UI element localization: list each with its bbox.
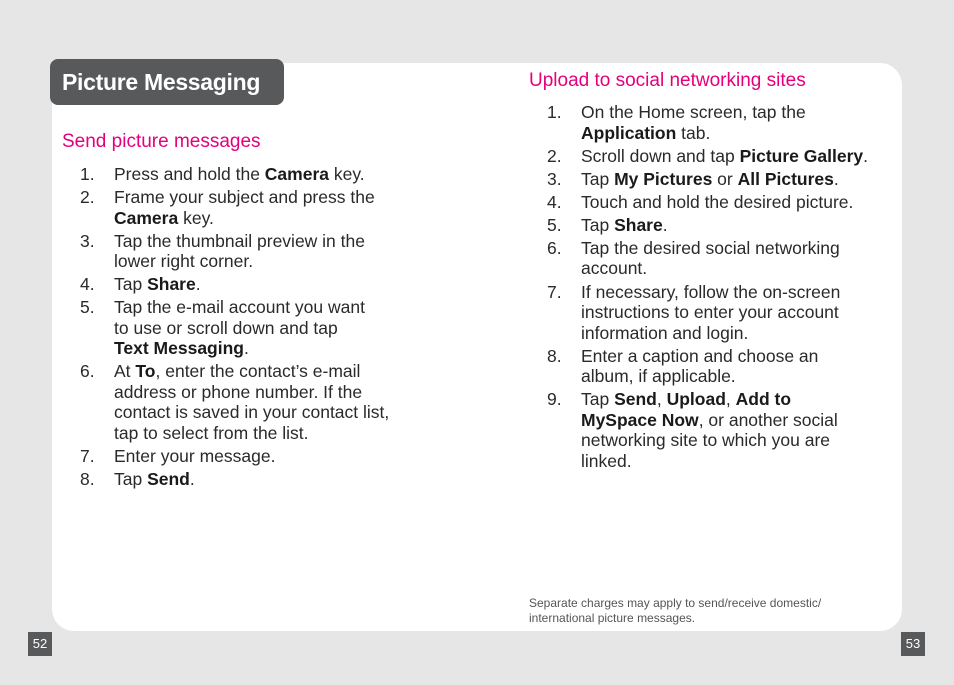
ui-term: Picture Gallery [739,145,864,166]
list-item [547,282,907,344]
ui-term: Upload [666,389,726,410]
step-number: 5. [80,297,95,318]
step-number: 2. [547,145,562,166]
step-text: At To, enter the contact’s e-mail address or phone number. If the contact is saved in your contact list, tap to select from the list. [114,361,390,443]
ui-term: MySpace Now [581,409,699,430]
step-number: 8. [547,345,562,366]
ui-term: My Pictures [614,168,713,189]
page-number-left: 52 [28,632,52,656]
upload-steps-list [547,102,907,474]
list-item [80,469,430,490]
list-item [547,102,907,143]
step-number: 4. [547,191,562,212]
step-number: 5. [547,214,562,235]
step-text: Tap My Pictures or All Pictures. [581,168,839,189]
send-steps-list [80,164,430,492]
list-item [80,231,430,272]
step-text: Enter a caption and choose an album, if applicable. [581,345,819,387]
list-item [80,446,430,467]
step-text: On the Home screen, tap the Application tab. [581,102,806,143]
page-number-right: 53 [901,632,925,656]
step-number: 9. [547,389,562,410]
step-number: 4. [80,274,95,295]
ui-term: Share [614,214,663,235]
ui-term: Add to [735,389,792,410]
list-item [547,215,907,236]
ui-term: Camera [114,207,179,228]
step-number: 7. [80,446,95,467]
list-item [547,146,907,167]
step-number: 6. [547,237,562,258]
step-text: Press and hold the Camera key. [114,164,365,184]
ui-term: Camera [264,164,330,184]
page-title: Picture Messaging [50,59,284,105]
list-item [80,297,430,359]
step-text: Touch and hold the desired picture. [581,191,854,212]
step-number: 1. [547,102,562,122]
ui-term: To [135,361,156,382]
list-item [80,274,430,295]
list-item [547,238,907,279]
list-item [80,164,430,185]
ui-term: Send [614,389,657,410]
ui-term: All Pictures [737,168,834,189]
step-text: Tap the desired social networking account. [581,237,840,279]
ui-term: Share [147,274,196,295]
list-item [547,389,907,471]
ui-term: Application [581,122,677,143]
ui-term: Text Messaging [114,338,244,359]
step-text: Tap Send, Upload, Add to MySpace Now, or another social networking site to which you are linked. [581,389,838,471]
step-text: Scroll down and tap Picture Gallery. [581,145,868,166]
step-text: Tap the e-mail account you want to use or scroll down and tap Text Messaging. [114,297,365,359]
step-text: Frame your subject and press the Camera key. [114,187,375,228]
send-section-heading: Send picture messages [62,131,261,152]
step-text: If necessary, follow the on-screen instructions to enter your account information and login. [581,281,841,343]
step-text: Enter your message. [114,446,276,467]
upload-section-heading: Upload to social networking sites [529,70,806,91]
list-item [547,192,907,213]
list-item [547,346,907,387]
step-text: Tap Send. [114,469,195,490]
list-item [80,187,430,228]
step-number: 3. [80,230,95,251]
step-text: Tap Share. [581,214,668,235]
step-number: 6. [80,361,95,382]
step-text: Tap Share. [114,274,201,295]
list-item [80,361,430,443]
step-text: Tap the thumbnail preview in the lower right corner. [114,230,365,272]
ui-term: Send [147,469,190,490]
footnote: Separate charges may apply to send/receive domestic/ international picture messages. [529,596,822,625]
step-number: 7. [547,281,562,302]
step-number: 2. [80,187,95,208]
step-number: 3. [547,168,562,189]
step-number: 1. [80,164,95,184]
list-item [547,169,907,190]
step-number: 8. [80,469,95,490]
